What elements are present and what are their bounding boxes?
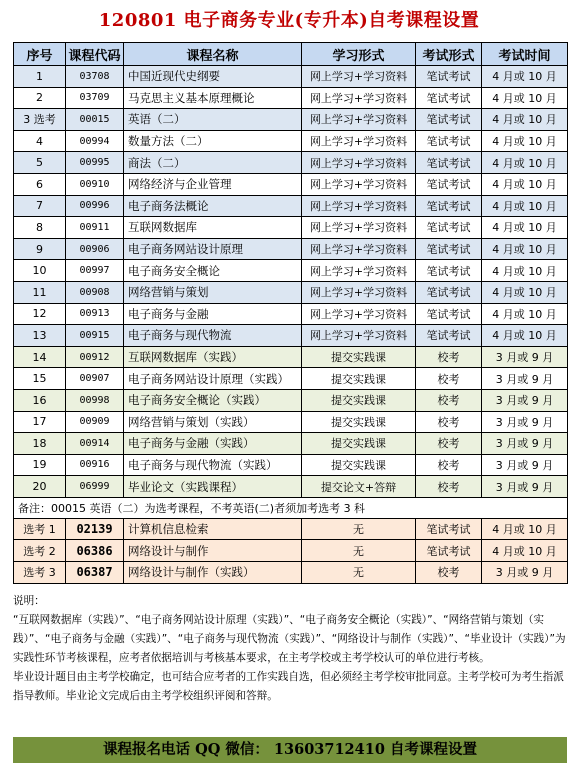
table-row: [14, 152, 568, 174]
cell-name: 毕业论文（实践课程）: [124, 476, 302, 498]
cell-study: 网上学习+学习资料: [302, 303, 416, 325]
cell-time: 4 月或 10 月: [482, 325, 568, 347]
table-row: [14, 66, 568, 88]
cell-exam: 校考: [416, 346, 482, 368]
cell-exam: 笔试考试: [416, 130, 482, 152]
cell-code: 00907: [66, 368, 124, 390]
cell-no: 选考 1: [14, 518, 66, 540]
cell-name: 数量方法（二）: [124, 130, 302, 152]
cell-code: 00906: [66, 238, 124, 260]
cell-exam: 校考: [416, 562, 482, 584]
cell-exam: 校考: [416, 454, 482, 476]
cell-code: 00913: [66, 303, 124, 325]
cell-name: 网络经济与企业管理: [124, 173, 302, 195]
cell-no: 选考 2: [14, 540, 66, 562]
cell-study: 网上学习+学习资料: [302, 325, 416, 347]
table-row: [14, 411, 568, 433]
table-row: [14, 173, 568, 195]
cell-name: 计算机信息检索: [124, 518, 302, 540]
cell-no: 19: [14, 454, 66, 476]
cell-study: 无: [302, 562, 416, 584]
table-row: [14, 281, 568, 303]
table-row: [14, 454, 568, 476]
contact-footer: 课程报名电话 QQ 微信： 13603712410 自考课程设置: [13, 737, 567, 763]
col-header-time: 考试时间: [482, 43, 568, 66]
cell-name: 马克思主义基本原理概论: [124, 87, 302, 109]
cell-time: 4 月或 10 月: [482, 173, 568, 195]
cell-time: 4 月或 10 月: [482, 195, 568, 217]
cell-exam: 笔试考试: [416, 303, 482, 325]
cell-code: 00997: [66, 260, 124, 282]
col-header-name: 课程名称: [124, 43, 302, 66]
course-table: [13, 42, 568, 584]
cell-no: 17: [14, 411, 66, 433]
cell-no: 选考 3: [14, 562, 66, 584]
cell-exam: 笔试考试: [416, 518, 482, 540]
cell-name: 电子商务与金融（实践）: [124, 433, 302, 455]
cell-no: 12: [14, 303, 66, 325]
cell-code: 00998: [66, 389, 124, 411]
cell-no: 18: [14, 433, 66, 455]
table-row: [14, 260, 568, 282]
cell-no: 11: [14, 281, 66, 303]
table-row: [14, 389, 568, 411]
table-row: [14, 433, 568, 455]
cell-exam: 笔试考试: [416, 325, 482, 347]
table-row: [14, 325, 568, 347]
cell-time: 4 月或 10 月: [482, 109, 568, 131]
cell-exam: 笔试考试: [416, 281, 482, 303]
cell-no: 4: [14, 130, 66, 152]
cell-exam: 笔试考试: [416, 217, 482, 239]
cell-code: 00915: [66, 325, 124, 347]
cell-name: 电子商务与现代物流（实践）: [124, 454, 302, 476]
explanation: [13, 592, 569, 706]
cell-exam: 笔试考试: [416, 173, 482, 195]
cell-time: 3 月或 9 月: [482, 411, 568, 433]
cell-code: 00916: [66, 454, 124, 476]
cell-time: 3 月或 9 月: [482, 389, 568, 411]
cell-time: 3 月或 9 月: [482, 454, 568, 476]
cell-no: 1: [14, 66, 66, 88]
col-header-study: 学习形式: [302, 43, 416, 66]
table-row: [14, 87, 568, 109]
cell-study: 网上学习+学习资料: [302, 66, 416, 88]
cell-code: 00911: [66, 217, 124, 239]
cell-name: 中国近现代史纲要: [124, 66, 302, 88]
cell-study: 提交实践课: [302, 346, 416, 368]
table-row: [14, 109, 568, 131]
table-row: [14, 562, 568, 584]
cell-name: 网络营销与策划: [124, 281, 302, 303]
cell-time: 3 月或 9 月: [482, 368, 568, 390]
cell-exam: 笔试考试: [416, 195, 482, 217]
cell-no: 13: [14, 325, 66, 347]
cell-time: 4 月或 10 月: [482, 217, 568, 239]
cell-name: 商法（二）: [124, 152, 302, 174]
cell-study: 网上学习+学习资料: [302, 130, 416, 152]
cell-code: 00910: [66, 173, 124, 195]
cell-study: 网上学习+学习资料: [302, 173, 416, 195]
cell-study: 提交实践课: [302, 389, 416, 411]
cell-study: 提交论文+答辩: [302, 476, 416, 498]
cell-no: 8: [14, 217, 66, 239]
cell-exam: 校考: [416, 433, 482, 455]
explanation-para-2: 毕业设计题目由主考学校确定，也可结合应考者的工作实践自选，但必须经主考学校审批同意。主考学校可为考生指派指导教师。毕业论文完成后由主考学校组织评阅和答辩。: [13, 671, 564, 702]
cell-exam: 校考: [416, 368, 482, 390]
cell-study: 无: [302, 518, 416, 540]
table-row: [14, 540, 568, 562]
table-row: [14, 368, 568, 390]
table-row: [14, 238, 568, 260]
cell-study: 网上学习+学习资料: [302, 109, 416, 131]
cell-name: 电子商务安全概论（实践）: [124, 389, 302, 411]
table-row: [14, 195, 568, 217]
cell-study: 网上学习+学习资料: [302, 260, 416, 282]
cell-name: 电子商务网站设计原理: [124, 238, 302, 260]
cell-code: 06999: [66, 476, 124, 498]
cell-code: 00912: [66, 346, 124, 368]
cell-no: 6: [14, 173, 66, 195]
cell-time: 3 月或 9 月: [482, 433, 568, 455]
cell-exam: 笔试考试: [416, 238, 482, 260]
cell-exam: 笔试考试: [416, 109, 482, 131]
table-row: [14, 518, 568, 540]
cell-time: 3 月或 9 月: [482, 562, 568, 584]
cell-study: 网上学习+学习资料: [302, 195, 416, 217]
cell-no: 5: [14, 152, 66, 174]
cell-no: 16: [14, 389, 66, 411]
cell-no: 7: [14, 195, 66, 217]
cell-code: 02139: [66, 518, 124, 540]
explanation-para-1: “互联网数据库（实践）”、“电子商务网站设计原理（实践）”、“电子商务安全概论（实践）”、“网络营销与策划（实践）”、“电子商务与金融（实践）”、“电子商务与现代物流（实践）”、“网络设计与制作（实践）”、“毕业设计（实践）”为实践性环节考核课程，应考者依据培训与考核基本要求，在主考学校或主考学校认可的单位进行考核。: [13, 614, 566, 664]
cell-exam: 笔试考试: [416, 87, 482, 109]
cell-study: 提交实践课: [302, 411, 416, 433]
col-header-no: 序号: [14, 43, 66, 66]
cell-exam: 笔试考试: [416, 260, 482, 282]
page-title: 120801 电子商务专业(专升本)自考课程设置: [98, 10, 480, 31]
cell-exam: 校考: [416, 389, 482, 411]
cell-code: 00909: [66, 411, 124, 433]
cell-time: 4 月或 10 月: [482, 238, 568, 260]
cell-code: 00994: [66, 130, 124, 152]
table-row: [14, 346, 568, 368]
cell-code: 00995: [66, 152, 124, 174]
cell-name: 电子商务网站设计原理（实践）: [124, 368, 302, 390]
cell-study: 提交实践课: [302, 433, 416, 455]
note-row: [14, 497, 568, 518]
cell-code: 00908: [66, 281, 124, 303]
cell-code: 00996: [66, 195, 124, 217]
col-header-code: 课程代码: [66, 43, 124, 66]
cell-exam: 笔试考试: [416, 540, 482, 562]
cell-code: 06387: [66, 562, 124, 584]
explanation-heading: 说明：: [13, 595, 45, 607]
cell-no: 3 选考: [14, 109, 66, 131]
cell-time: 4 月或 10 月: [482, 152, 568, 174]
cell-no: 15: [14, 368, 66, 390]
cell-exam: 笔试考试: [416, 152, 482, 174]
cell-time: 4 月或 10 月: [482, 281, 568, 303]
cell-time: 3 月或 9 月: [482, 476, 568, 498]
cell-time: 4 月或 10 月: [482, 260, 568, 282]
cell-study: 网上学习+学习资料: [302, 238, 416, 260]
cell-no: 9: [14, 238, 66, 260]
cell-study: 无: [302, 540, 416, 562]
cell-study: 提交实践课: [302, 454, 416, 476]
cell-study: 提交实践课: [302, 368, 416, 390]
table-header-row: [14, 43, 568, 66]
table-row: [14, 476, 568, 498]
cell-name: 网络营销与策划（实践）: [124, 411, 302, 433]
cell-time: 3 月或 9 月: [482, 346, 568, 368]
cell-time: 4 月或 10 月: [482, 303, 568, 325]
cell-no: 10: [14, 260, 66, 282]
cell-code: 00015: [66, 109, 124, 131]
cell-no: 14: [14, 346, 66, 368]
cell-time: 4 月或 10 月: [482, 87, 568, 109]
cell-time: 4 月或 10 月: [482, 66, 568, 88]
cell-time: 4 月或 10 月: [482, 518, 568, 540]
note-text: 备注：00015 英语（二）为选考课程，不考英语(二)者须加考选考 3 科: [14, 497, 568, 518]
cell-code: 03709: [66, 87, 124, 109]
cell-name: 电子商务与金融: [124, 303, 302, 325]
table-row: [14, 217, 568, 239]
cell-code: 03708: [66, 66, 124, 88]
cell-name: 互联网数据库（实践）: [124, 346, 302, 368]
cell-no: 2: [14, 87, 66, 109]
cell-exam: 校考: [416, 411, 482, 433]
cell-name: 电子商务与现代物流: [124, 325, 302, 347]
col-header-exam: 考试形式: [416, 43, 482, 66]
cell-study: 网上学习+学习资料: [302, 217, 416, 239]
cell-code: 00914: [66, 433, 124, 455]
cell-name: 网络设计与制作: [124, 540, 302, 562]
table-row: [14, 303, 568, 325]
cell-name: 电子商务安全概论: [124, 260, 302, 282]
cell-study: 网上学习+学习资料: [302, 281, 416, 303]
cell-code: 06386: [66, 540, 124, 562]
cell-name: 网络设计与制作（实践）: [124, 562, 302, 584]
cell-study: 网上学习+学习资料: [302, 152, 416, 174]
cell-name: 互联网数据库: [124, 217, 302, 239]
cell-study: 网上学习+学习资料: [302, 87, 416, 109]
cell-time: 4 月或 10 月: [482, 130, 568, 152]
cell-name: 电子商务法概论: [124, 195, 302, 217]
cell-no: 20: [14, 476, 66, 498]
cell-name: 英语（二）: [124, 109, 302, 131]
cell-exam: 笔试考试: [416, 66, 482, 88]
cell-exam: 校考: [416, 476, 482, 498]
table-row: [14, 130, 568, 152]
cell-time: 4 月或 10 月: [482, 540, 568, 562]
